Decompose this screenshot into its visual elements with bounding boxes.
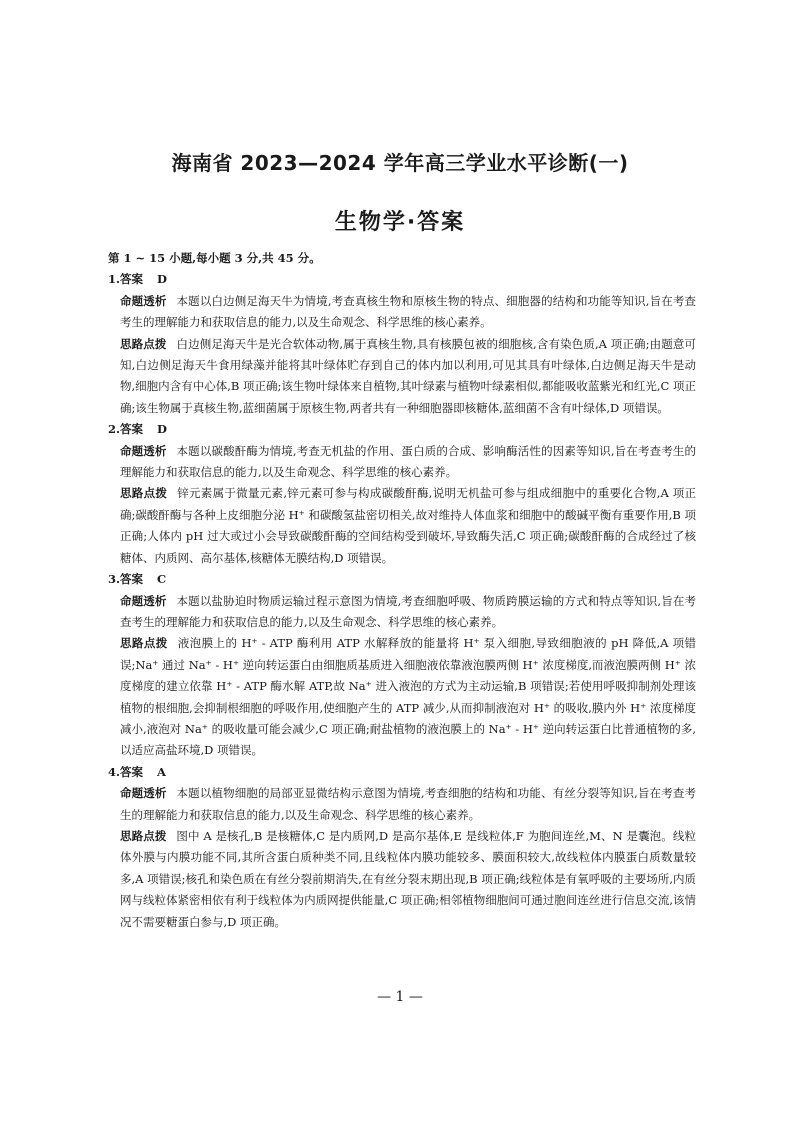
- answer-label: 答案: [120, 764, 144, 779]
- answer-label: 答案: [120, 422, 144, 437]
- analysis-text: 本题以白边侧足海天牛为情境,考查真核生物和原核生物的特点、细胞器的结构和功能等知识,旨在考查考生的理解能力和获取信息的能力,以及生命观念、科学思维的核心素养。: [120, 293, 696, 330]
- hint-paragraph: [120, 633, 696, 761]
- analysis-text: 本题以植物细胞的局部亚显微结构示意图为情境,考查细胞的结构和功能、有丝分裂等知识,旨在考查考生的理解能力和获取信息的能力,以及生命观念、科学思维的核心素养。: [120, 786, 696, 822]
- question-block: [108, 419, 696, 569]
- hint-text: 图中 A 是核孔,B 是核糖体,C 是内质网,D 是高尔基体,E 是线粒体,F 为胞间连丝,M、N 是囊泡。线粒体外膜与内膜功能不同,其所含蛋白质种类不同,且线粒体内膜功能较多、膜面积较大,故线粒体内膜蛋白质数量较多,A 项错误;核孔和染色质在有丝分裂前期消失,在有丝分裂末期出现,B 项正确;线粒体是有氧呼吸的主要场所,内质网与线粒体紧密相依有利于线粒体为内质网提供能量,C 项正确;相邻植物细胞间可通过胞间连丝进行信息交流,该情况不需要糖蛋白参与,D 项正确。: [120, 828, 696, 929]
- analysis-paragraph: [120, 441, 696, 484]
- question-header: [108, 762, 696, 783]
- question-header: [108, 269, 696, 290]
- question-block: [108, 569, 696, 762]
- instructions: 第 1 ~ 15 小题,每小题 3 分,共 45 分。: [108, 251, 321, 265]
- analysis-text: 本题以盐胁迫时物质运输过程示意图为情境,考查细胞呼吸、物质跨膜运输的方式和特点等知识,旨在考查考生的理解能力和获取信息的能力,以及生命观念、科学思维的核心素养。: [120, 593, 696, 629]
- answer-label: 答案: [120, 572, 144, 587]
- analysis-paragraph: [120, 291, 696, 334]
- analysis-label: 命题透析: [120, 786, 167, 801]
- answer-value: D: [157, 272, 167, 287]
- question-number: 4.: [108, 764, 121, 779]
- hint-label: 思路点拨: [120, 486, 168, 501]
- hint-text: 白边侧足海天牛是光合软体动物,属于真核生物,具有核膜包被的细胞核,含有染色质,A 项正确;由题意可知,白边侧足海天牛食用绿藻并能将其叶绿体贮存到自己的体内加以利用,可见其具有叶绿体,白边侧足海天牛是动物,细胞内含有中心体,B 项正确;该生物叶绿体来自植物,其叶绿素与植物叶绿素相似,都能吸收蓝紫光和红光,C 项正确;该生物属于真核生物,蓝细菌属于原核生物,两者共有一种细胞器即核糖体,蓝细菌不含有叶绿体,D 项错误。: [120, 336, 697, 415]
- question-number: 1.: [108, 272, 121, 287]
- analysis-text: 本题以碳酸酐酶为情境,考查无机盐的作用、蛋白质的合成、影响酶活性的因素等知识,旨在考查考生的理解能力和获取信息的能力,以及生命观念、科学思维的核心素养。: [120, 443, 696, 480]
- hint-paragraph: [120, 334, 696, 420]
- analysis-label: 命题透析: [120, 593, 167, 608]
- answer-value: C: [157, 572, 167, 587]
- answer-value: A: [157, 764, 166, 779]
- hint-text: 锌元素属于微量元素,锌元素可参与构成碳酸酐酶,说明无机盐可参与组成细胞中的重要化合物,A 项正确;碳酸酐酶与各种上皮细胞分泌 H⁺ 和碳酸氢盐密切相关,故对维持人体血浆和细胞中的酸碱平衡有重要作用,B 项正确;人体内 pH 过大或过小会导致碳酸酐酶的空间结构受到破坏,导致酶失活,C 项正确;碳酸酐酶的合成经过了核糖体、内质网、高尔基体,核糖体无膜结构,D 项错误。: [120, 486, 697, 565]
- answer-value: D: [157, 422, 167, 437]
- hint-label: 思路点拨: [120, 336, 167, 351]
- analysis-label: 命题透析: [120, 293, 167, 308]
- hint-label: 思路点拨: [120, 636, 168, 651]
- question-number: 2.: [108, 422, 121, 437]
- hint-paragraph: [120, 826, 696, 933]
- page-title: 海南省 2023—2024 学年高三学业水平诊断(一): [171, 151, 629, 175]
- question-block: [108, 762, 696, 933]
- hint-paragraph: [120, 483, 696, 569]
- answer-content: [108, 248, 696, 933]
- question-number: 3.: [108, 572, 121, 587]
- hint-label: 思路点拨: [120, 828, 167, 843]
- question-header: [108, 569, 696, 590]
- answer-label: 答案: [120, 272, 144, 287]
- analysis-paragraph: [120, 783, 696, 826]
- hint-text: 液泡膜上的 H⁺ - ATP 酶利用 ATP 水解释放的能量将 H⁺ 泵入细胞,导致细胞液的 pH 降低,A 项错误;Na⁺ 通过 Na⁺ - H⁺ 逆向转运蛋白由细胞质基质进入细胞液依靠液泡膜两侧 H⁺ 浓度梯度,而液泡膜两侧 H⁺ 浓度梯度的建立依靠 H⁺ - ATP 酶水解 ATP,故 Na⁺ 进入液泡的方式为主动运输,B 项错误;若使用呼吸抑制剂处理该植物的根细胞,会抑制根细胞的呼吸作用,使细胞产生的 ATP 减少,从而抑制液泡对 H⁺ 的吸收,膜内外 H⁺ 浓度梯度减小,液泡对 Na⁺ 的吸收量可能会减少,C 项正确;耐盐植物的液泡膜上的 Na⁺ - H⁺ 逆向转运蛋白比普通植物的多,以适应高盐环境,D 项错误。: [120, 636, 697, 758]
- analysis-paragraph: [120, 591, 696, 634]
- analysis-label: 命题透析: [120, 443, 167, 458]
- question-block: [108, 269, 696, 419]
- question-header: [108, 419, 696, 440]
- page-number: — 1 —: [377, 989, 423, 1005]
- page-subtitle: 生物学·答案: [334, 210, 466, 235]
